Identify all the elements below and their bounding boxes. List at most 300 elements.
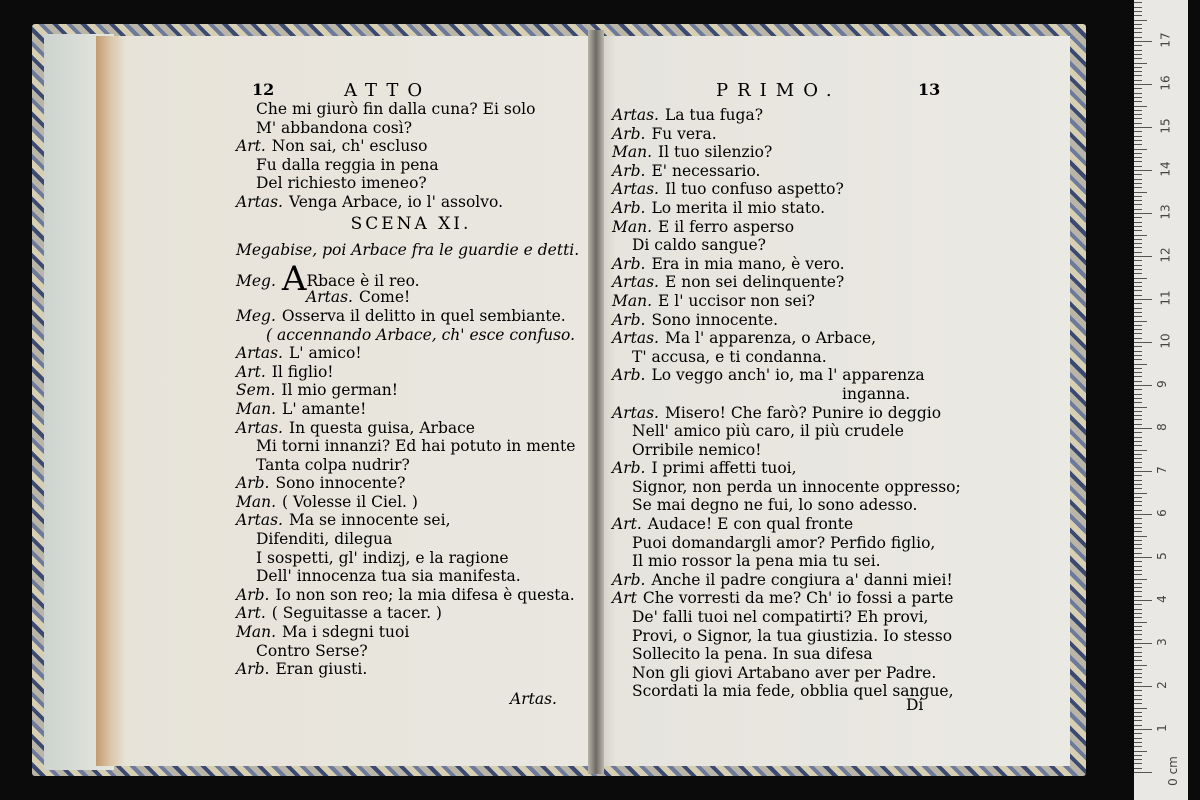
ruler-tick <box>1134 462 1142 463</box>
text-line <box>236 437 586 456</box>
ruler-tick <box>1134 622 1147 623</box>
text-line <box>236 326 586 345</box>
speaker-label: Arb. <box>612 124 646 143</box>
speaker-label: Artas. <box>236 418 283 437</box>
speaker-label: Artas. <box>306 288 353 307</box>
text-line <box>612 645 962 664</box>
ruler-tick <box>1134 338 1142 339</box>
line-text: L' amante! <box>282 399 367 418</box>
ruler-tick <box>1134 660 1142 661</box>
right-catchword: Di <box>906 696 924 714</box>
ruler-tick <box>1134 196 1142 197</box>
ruler-tick <box>1134 759 1142 760</box>
ruler-tick <box>1134 557 1152 558</box>
line-text: L' amico! <box>288 344 362 363</box>
ruler-tick <box>1134 295 1142 296</box>
text-line <box>612 366 962 385</box>
ruler-tick <box>1134 2 1142 3</box>
ruler-tick <box>1134 110 1142 111</box>
line-text: In questa guisa, Arbace <box>288 418 475 437</box>
line-text: E il ferro asperso <box>658 217 795 236</box>
ruler-number: 14 <box>1158 161 1173 177</box>
ruler-number: 4 <box>1154 595 1169 603</box>
ruler-tick <box>1134 149 1147 150</box>
line-text: T' accusa, e ti condanna. <box>632 347 827 366</box>
ruler-tick <box>1134 480 1142 481</box>
ruler-tick <box>1134 720 1142 721</box>
line-text: Non gli giovi Artabano aver per Padre. <box>632 663 937 682</box>
line-text: Anche il padre congiura a' danni miei! <box>651 570 953 589</box>
text-line <box>612 478 962 497</box>
ruler-tick <box>1134 217 1142 218</box>
ruler-tick <box>1134 733 1142 734</box>
ruler-tick <box>1134 467 1142 468</box>
speaker-label: Meg. <box>236 306 276 325</box>
ruler-tick <box>1134 583 1142 584</box>
ruler-tick <box>1134 24 1142 25</box>
text-line <box>612 441 962 460</box>
ruler-number: 1 <box>1154 724 1169 732</box>
ruler-tick <box>1134 325 1142 326</box>
ruler-tick <box>1134 407 1147 408</box>
ruler-tick <box>1134 303 1142 304</box>
text-line <box>236 419 586 438</box>
ruler-tick <box>1134 140 1142 141</box>
line-text: Io non son reo; la mia difesa è questa. <box>275 585 575 604</box>
ruler-tick <box>1134 394 1142 395</box>
ruler-tick <box>1134 647 1142 648</box>
speaker-label: Art <box>612 589 637 608</box>
speaker-label: Meg. <box>236 271 276 290</box>
ruler-tick <box>1134 488 1142 489</box>
ruler-tick <box>1134 738 1142 739</box>
ruler-tick <box>1134 716 1142 717</box>
speaker-label: Man. <box>612 217 653 236</box>
speaker-label: Artas. <box>612 180 659 199</box>
line-text: De' falli tuoi nel compatirti? Eh provi, <box>632 608 929 627</box>
ruler-tick <box>1134 574 1142 575</box>
ruler-tick <box>1134 540 1142 541</box>
line-text: Puoi domandargli amor? Perfido figlio, <box>632 533 936 552</box>
speaker-label: Artas. <box>236 344 283 363</box>
line-text: ( Seguitasse a tacer. ) <box>271 604 442 623</box>
ruler-tick <box>1134 570 1142 571</box>
line-text: Il mio rossor la pena mia tu sei. <box>632 552 881 571</box>
ruler-tick <box>1134 686 1152 687</box>
line-text: Il tuo confuso aspetto? <box>664 180 844 199</box>
ruler-tick <box>1134 682 1142 683</box>
ruler-tick <box>1134 523 1142 524</box>
speaker-label: Arb. <box>612 366 646 385</box>
ruler-tick <box>1134 505 1142 506</box>
line-text: Lo merita il mio stato. <box>651 198 826 217</box>
ruler-tick <box>1134 604 1142 605</box>
ruler-tick <box>1134 699 1142 700</box>
ruler-tick <box>1134 643 1152 644</box>
ruler-tick <box>1134 450 1147 451</box>
text-line <box>612 385 962 404</box>
ruler-tick <box>1134 256 1152 257</box>
line-text: Orribile nemico! <box>632 440 762 459</box>
ruler-tick <box>1134 299 1152 300</box>
ruler-tick <box>1134 372 1142 373</box>
ruler-tick <box>1134 230 1142 231</box>
text-line <box>236 400 586 419</box>
line-text: Di caldo sangue? <box>632 236 766 255</box>
ruler-tick <box>1134 600 1152 601</box>
ruler-tick <box>1134 41 1152 42</box>
text-line <box>612 162 962 181</box>
ruler-tick <box>1134 273 1142 274</box>
ruler-tick <box>1134 510 1142 511</box>
line-text: Audace! E con qual fronte <box>647 515 854 534</box>
ruler-tick <box>1134 402 1142 403</box>
ruler-tick <box>1134 11 1142 12</box>
speaker-label: Arb. <box>236 474 270 493</box>
line-text: Che mi giurò fin dalla cuna? Ei solo <box>256 100 536 118</box>
ruler-tick <box>1134 136 1142 137</box>
speaker-label: Arb. <box>236 660 270 679</box>
ruler-tick <box>1134 209 1142 210</box>
ruler-tick <box>1134 243 1142 244</box>
line-text: Ma se innocente sei, <box>288 511 451 530</box>
ruler-tick <box>1134 566 1142 567</box>
line-text: Lo veggo anch' io, ma l' apparenza <box>651 366 925 385</box>
text-line <box>612 404 962 423</box>
ruler-tick <box>1134 763 1142 764</box>
line-text: Misero! Che farò? Punire io deggio <box>664 403 942 422</box>
ruler-tick <box>1134 772 1152 773</box>
speaker-label: Artas. <box>236 192 283 211</box>
speaker-label: Man. <box>236 623 277 642</box>
ruler-tick <box>1134 458 1142 459</box>
text-line <box>236 604 586 623</box>
speaker-label: Sem. <box>236 381 276 400</box>
ruler-tick <box>1134 381 1142 382</box>
text-line <box>612 459 962 478</box>
drop-cap: A <box>281 258 307 299</box>
ruler-tick <box>1134 497 1142 498</box>
ruler-tick <box>1134 411 1142 412</box>
ruler-tick <box>1134 170 1152 171</box>
text-line <box>236 567 586 586</box>
ruler-tick <box>1134 630 1142 631</box>
text-line <box>612 534 962 553</box>
ruler-tick <box>1134 742 1142 743</box>
ruler-tick <box>1134 131 1142 132</box>
speaker-label: Artas. <box>612 106 659 124</box>
text-line <box>612 496 962 515</box>
text-line <box>612 199 962 218</box>
ruler-tick <box>1134 359 1142 360</box>
ruler-tick <box>1134 32 1142 33</box>
ruler-tick <box>1134 118 1142 119</box>
ruler-tick <box>1134 385 1152 386</box>
ruler-tick <box>1134 84 1152 85</box>
ruler-tick <box>1134 626 1142 627</box>
line-text: inganna. <box>842 384 911 403</box>
ruler-tick <box>1134 342 1152 343</box>
speaker-label: Art. <box>236 604 266 623</box>
left-page-number: 12 <box>252 80 275 99</box>
right-page-number: 13 <box>918 80 941 99</box>
ruler-number: 11 <box>1158 290 1173 306</box>
text-line <box>612 218 962 237</box>
ruler-tick <box>1134 652 1142 653</box>
text-line <box>236 100 586 119</box>
line-text: I primi affetti tuoi, <box>651 459 797 478</box>
ruler-tick <box>1134 75 1142 76</box>
text-line <box>236 307 586 326</box>
ruler-tick <box>1134 200 1142 201</box>
ruler-number: 17 <box>1158 32 1173 48</box>
ruler-tick <box>1134 428 1152 429</box>
line-text: E l' uccisor non sei? <box>658 291 815 310</box>
ruler-tick <box>1134 419 1142 420</box>
text-line <box>236 381 586 400</box>
ruler-tick <box>1134 755 1142 756</box>
ruler-tick <box>1134 703 1142 704</box>
ruler-tick <box>1134 153 1142 154</box>
ruler-tick <box>1134 93 1142 94</box>
ruler-tick <box>1134 639 1142 640</box>
ruler-tick <box>1134 235 1147 236</box>
ruler-tick <box>1134 669 1142 670</box>
ruler-tick <box>1134 561 1142 562</box>
line-text: Non sai, ch' escluso <box>271 137 428 156</box>
ruler-tick <box>1134 454 1142 455</box>
line-text: La tua fuga? <box>664 106 764 124</box>
line-text: Sono innocente? <box>275 474 406 493</box>
ruler-tick <box>1134 308 1142 309</box>
ruler-tick <box>1134 441 1142 442</box>
ruler-tick <box>1134 144 1142 145</box>
line-text: Provi, o Signor, la tua giustizia. Io stesso <box>632 626 953 645</box>
text-line <box>236 119 586 138</box>
text-line <box>236 642 586 661</box>
ruler-tick <box>1134 355 1142 356</box>
line-text: Dell' innocenza tua sia manifesta. <box>256 567 521 586</box>
ruler-tick <box>1134 579 1147 580</box>
text-line <box>612 589 962 608</box>
line-text: Del richiesto imeneo? <box>256 174 427 193</box>
speaker-label: Arb. <box>236 585 270 604</box>
line-text: Il tuo silenzio? <box>658 143 773 162</box>
ruler-tick <box>1134 45 1142 46</box>
ruler-tick <box>1134 673 1142 674</box>
text-line <box>236 474 586 493</box>
ruler-tick <box>1134 493 1147 494</box>
ruler-tick <box>1134 437 1142 438</box>
stage-direction: Megabise, poi Arbace fra le guardie e detti. <box>236 241 580 260</box>
ruler-tick <box>1134 587 1142 588</box>
left-text-block <box>236 100 586 679</box>
ruler-tick <box>1134 286 1142 287</box>
text-line <box>612 664 962 683</box>
line-text: Mi torni innanzi? Ed hai potuto in mente <box>256 437 576 456</box>
ruler-number: 12 <box>1158 247 1173 263</box>
ruler-tick <box>1134 58 1142 59</box>
text-line <box>612 143 962 162</box>
text-line <box>612 311 962 330</box>
ruler-tick <box>1134 368 1142 369</box>
text-line <box>612 180 962 199</box>
ruler-tick <box>1134 54 1142 55</box>
speaker-label: Art. <box>236 137 266 156</box>
ruler-tick <box>1134 123 1142 124</box>
ruler-tick <box>1134 712 1142 713</box>
ruler-tick <box>1134 183 1142 184</box>
ruler-tick <box>1134 518 1142 519</box>
ruler-tick <box>1134 544 1142 545</box>
ruler-tick <box>1134 729 1152 730</box>
text-line <box>236 530 586 549</box>
ruler-number: 3 <box>1154 638 1169 646</box>
ruler-tick <box>1134 37 1142 38</box>
ruler-tick <box>1134 321 1147 322</box>
text-line <box>612 608 962 627</box>
text-line <box>236 156 586 175</box>
speaker-label: Artas. <box>612 273 659 292</box>
ruler-tick <box>1134 527 1142 528</box>
text-line <box>612 515 962 534</box>
text-line <box>236 137 586 156</box>
ruler-tick <box>1134 282 1142 283</box>
ruler-tick <box>1134 531 1142 532</box>
ruler-tick <box>1134 613 1142 614</box>
line-text: Contro Serse? <box>256 641 368 660</box>
line-text: Signor, non perda un innocente oppresso; <box>632 477 961 496</box>
line-text: Scordati la mia fede, obblia quel sangue, <box>632 682 954 701</box>
line-text: Tanta colpa nudrir? <box>256 455 410 474</box>
ruler-tick <box>1134 389 1142 390</box>
text-line <box>612 329 962 348</box>
speaker-label: Artas. <box>612 403 659 422</box>
text-line <box>612 125 962 144</box>
ruler-number: 2 <box>1154 681 1169 689</box>
ruler-number: 6 <box>1154 509 1169 517</box>
ruler-tick <box>1134 329 1142 330</box>
line-text: Sono innocente. <box>651 310 779 329</box>
ruler-tick <box>1134 725 1142 726</box>
ruler-tick <box>1134 548 1142 549</box>
ruler-tick <box>1134 656 1142 657</box>
text-line <box>612 627 962 646</box>
text-line <box>236 511 586 530</box>
ruler-tick <box>1134 424 1142 425</box>
ruler-tick <box>1134 101 1142 102</box>
ruler-number: 8 <box>1154 423 1169 431</box>
ruler-tick <box>1134 484 1142 485</box>
text-line <box>612 236 962 255</box>
ruler-tick <box>1134 617 1142 618</box>
text-line <box>236 660 586 679</box>
text-line <box>236 344 586 363</box>
speaker-label: Arb. <box>612 310 646 329</box>
ruler-number: 7 <box>1154 466 1169 474</box>
ruler-tick <box>1134 28 1142 29</box>
speaker-label: Arb. <box>612 570 646 589</box>
line-text: Come! <box>358 288 411 307</box>
ruler-tick <box>1134 333 1142 334</box>
line-text: E' necessario. <box>651 161 761 180</box>
ruler-tick <box>1134 346 1142 347</box>
line-text: Fu vera. <box>651 124 717 143</box>
ruler-tick <box>1134 222 1142 223</box>
line-text: I sospetti, gl' indizj, e la ragione <box>256 548 509 567</box>
ruler-tick <box>1134 290 1142 291</box>
text-line <box>612 255 962 274</box>
speaker-label: Artas. <box>612 329 659 348</box>
speaker-label: Arb. <box>612 459 646 478</box>
ruler-tick <box>1134 768 1142 769</box>
ruler-tick <box>1134 398 1142 399</box>
ruler-tick <box>1134 161 1142 162</box>
ruler-tick <box>1134 475 1142 476</box>
text-line <box>236 549 586 568</box>
ruler-number: 10 <box>1158 333 1173 349</box>
measuring-ruler <box>1134 0 1188 800</box>
ruler-tick <box>1134 746 1142 747</box>
left-catchword: Artas. <box>510 690 557 708</box>
ruler-tick <box>1134 97 1142 98</box>
ruler-tick <box>1134 514 1152 515</box>
text-line <box>612 292 962 311</box>
ruler-tick <box>1134 71 1142 72</box>
ruler-tick <box>1134 634 1142 635</box>
ruler-tick <box>1134 312 1142 313</box>
line-text: Fu dalla reggia in pena <box>256 155 439 174</box>
speaker-label: Man. <box>612 291 653 310</box>
ruler-tick <box>1134 106 1147 107</box>
ruler-tick <box>1134 204 1142 205</box>
ruler-number: 15 <box>1158 118 1173 134</box>
line-text: M' abbandona così? <box>256 118 413 137</box>
ruler-tick <box>1134 690 1142 691</box>
ruler-tick <box>1134 67 1142 68</box>
ruler-tick <box>1134 20 1147 21</box>
ruler-tick <box>1134 166 1142 167</box>
ruler-tick <box>1134 114 1142 115</box>
line-text: Il figlio! <box>271 362 334 381</box>
right-text-block <box>612 106 962 701</box>
line-text: Ma l' apparenza, o Arbace, <box>664 329 877 348</box>
ruler-tick <box>1134 7 1142 8</box>
right-running-header: PRIMO. <box>716 80 841 101</box>
scene-title: SCENA XI. <box>350 213 472 234</box>
ruler-tick <box>1134 63 1147 64</box>
ruler-tick <box>1134 596 1142 597</box>
ruler-number: 0 cm <box>1165 756 1180 786</box>
ruler-tick <box>1134 252 1142 253</box>
line-text: Il mio german! <box>281 381 398 400</box>
ruler-tick <box>1134 751 1147 752</box>
ruler-tick <box>1134 471 1152 472</box>
text-line <box>612 422 962 441</box>
line-text: Venga Arbace, io l' assolvo. <box>288 192 504 211</box>
ruler-tick <box>1134 187 1142 188</box>
ruler-tick <box>1134 80 1142 81</box>
text-line <box>612 348 962 367</box>
ruler-tick <box>1134 192 1147 193</box>
ruler-tick <box>1134 278 1147 279</box>
line-text: Rbace è il reo. <box>306 271 420 290</box>
speaker-label: Art. <box>612 515 642 534</box>
text-line <box>236 363 586 382</box>
ruler-tick <box>1134 316 1142 317</box>
text-line <box>612 273 962 292</box>
ruler-tick <box>1134 15 1142 16</box>
